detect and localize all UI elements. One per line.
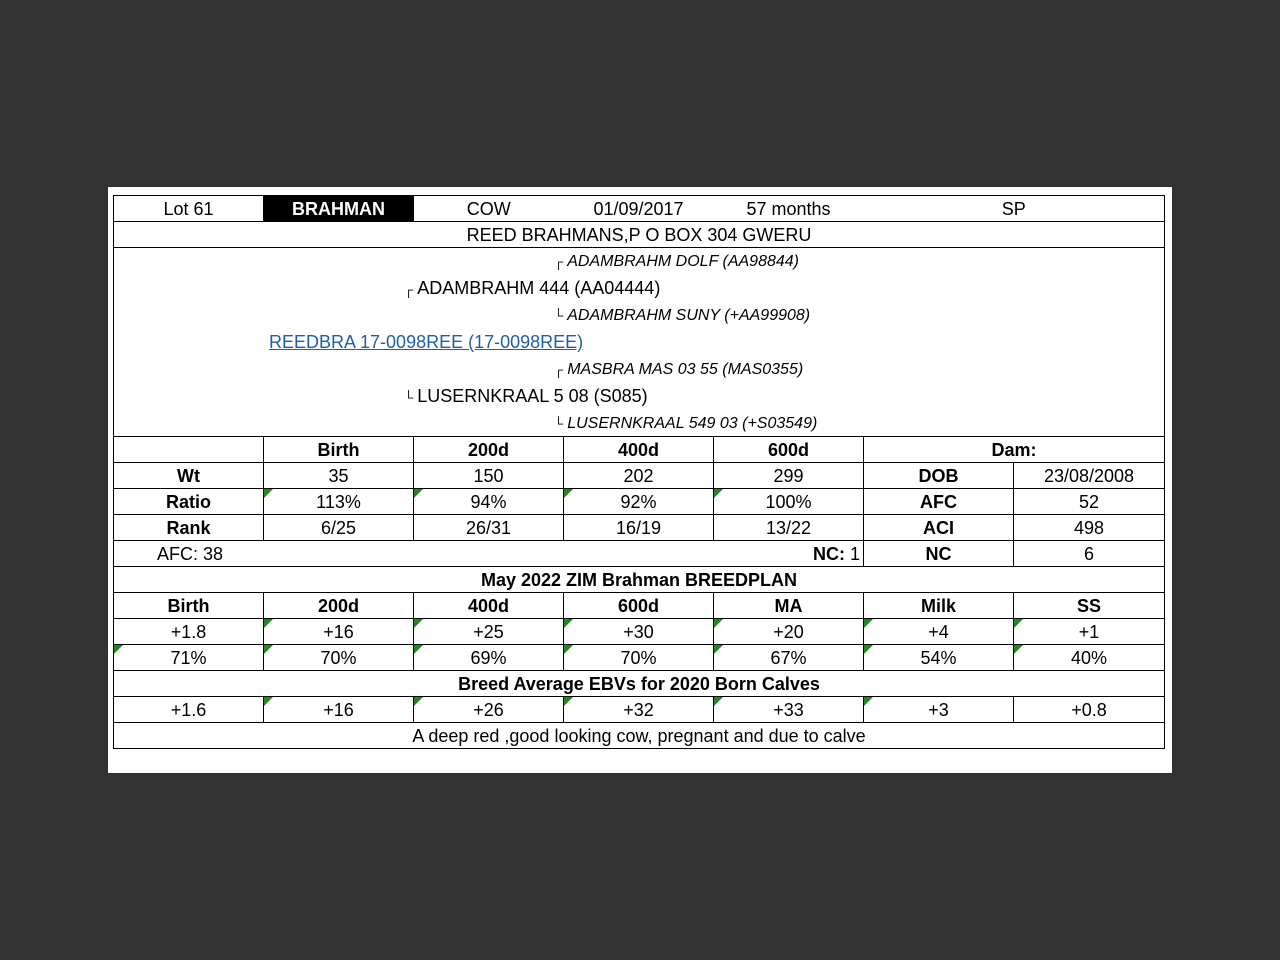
ebv-header-milk: Milk xyxy=(864,593,1014,619)
perf-value: 299 xyxy=(714,463,864,489)
animal xyxy=(269,330,583,354)
dam-value: 52 xyxy=(1014,489,1165,515)
perf-value: 150 xyxy=(414,463,564,489)
perf-value: 26/31 xyxy=(414,515,564,541)
accuracy-value: 70% xyxy=(264,645,414,671)
perf-value: 94% xyxy=(414,489,564,515)
lot-table xyxy=(113,195,1165,749)
average-value: +32 xyxy=(564,697,714,723)
ebv-value: +30 xyxy=(564,619,714,645)
row-label: Ratio xyxy=(114,489,264,515)
ebv-value: +20 xyxy=(714,619,864,645)
sire-name: ADAMBRAHM 444 (AA04444) xyxy=(417,278,661,298)
ebv-header-200d: 200d xyxy=(264,593,414,619)
perf-header-600d: 600d xyxy=(714,437,864,463)
comment-row xyxy=(114,723,1165,749)
ebv-value: +1 xyxy=(1014,619,1165,645)
ebv-value: +4 xyxy=(864,619,1014,645)
dam xyxy=(404,384,648,410)
ebv-header-birth: Birth xyxy=(114,593,264,619)
sire xyxy=(404,276,660,302)
sire-sire-name: ADAMBRAHM DOLF (AA98844) xyxy=(567,253,799,270)
perf-value: 13/22 xyxy=(714,515,864,541)
perf-value: 35 xyxy=(264,463,414,489)
afc-nc-cell xyxy=(114,541,864,567)
accuracy-value: 40% xyxy=(1014,645,1165,671)
perf-value: 100% xyxy=(714,489,864,515)
bracket-icon: ┌ xyxy=(404,282,414,297)
performance-header-row xyxy=(114,437,1165,463)
sex-label: COW xyxy=(414,196,564,222)
afc-nc-row xyxy=(114,541,1165,567)
class-label: SP xyxy=(864,196,1165,222)
animal-link[interactable]: REEDBRA 17-0098REE (17-0098REE) xyxy=(269,332,584,352)
dam-key: ACI xyxy=(864,515,1014,541)
dam-dam-name: LUSERNKRAAL 549 03 (+S03549) xyxy=(567,415,818,432)
breedplan-title-row xyxy=(114,567,1165,593)
ebv-header-400d: 400d xyxy=(414,593,564,619)
breed-label: BRAHMAN xyxy=(264,196,414,222)
nc-value: 1 xyxy=(849,543,860,564)
dam-key: DOB xyxy=(864,463,1014,489)
header-row xyxy=(114,196,1165,222)
bracket-icon: └ xyxy=(554,416,564,431)
accuracy-value: 54% xyxy=(864,645,1014,671)
breed-average-title: Breed Average EBVs for 2020 Born Calves xyxy=(114,671,1165,697)
average-value: +3 xyxy=(864,697,1014,723)
dam-key: NC xyxy=(864,541,1014,567)
age-label: 57 months xyxy=(714,196,864,222)
average-value: +16 xyxy=(264,697,414,723)
bracket-icon: └ xyxy=(404,390,414,405)
breeder-address: REED BRAHMANS,P O BOX 304 GWERU xyxy=(114,222,1165,248)
average-value: +26 xyxy=(414,697,564,723)
average-value: +0.8 xyxy=(1014,697,1165,723)
dam-value: 23/08/2008 xyxy=(1014,463,1165,489)
perf-value: 113% xyxy=(264,489,414,515)
performance-row xyxy=(114,515,1165,541)
accuracy-value: 67% xyxy=(714,645,864,671)
ebv-row xyxy=(114,619,1165,645)
perf-value: 92% xyxy=(564,489,714,515)
accuracy-row xyxy=(114,645,1165,671)
breed-average-row xyxy=(114,697,1165,723)
afc-label: AFC: 38 xyxy=(157,543,224,564)
ebv-header-ss: SS xyxy=(1014,593,1165,619)
dam-name: LUSERNKRAAL 5 08 (S085) xyxy=(417,386,648,406)
pedigree-row xyxy=(114,248,1165,437)
perf-header-200d: 200d xyxy=(414,437,564,463)
row-label: Wt xyxy=(114,463,264,489)
breedplan-title: May 2022 ZIM Brahman BREEDPLAN xyxy=(114,567,1165,593)
nc-group xyxy=(813,542,860,566)
sire-dam xyxy=(554,304,810,328)
lot-comment: A deep red ,good looking cow, pregnant and due to calve xyxy=(114,723,1165,749)
accuracy-value: 70% xyxy=(564,645,714,671)
perf-value: 6/25 xyxy=(264,515,414,541)
bracket-icon: ┌ xyxy=(554,362,564,377)
average-value: +1.6 xyxy=(114,697,264,723)
dam-sire xyxy=(554,358,803,382)
perf-header-400d: 400d xyxy=(564,437,714,463)
catalogue-sheet xyxy=(108,187,1172,773)
perf-value: 16/19 xyxy=(564,515,714,541)
sire-dam-name: ADAMBRAHM SUNY (+AA99908) xyxy=(567,307,811,324)
perf-value: 202 xyxy=(564,463,714,489)
accuracy-value: 71% xyxy=(114,645,264,671)
ebv-value: +16 xyxy=(264,619,414,645)
ebv-header-ma: MA xyxy=(714,593,864,619)
dam-value: 498 xyxy=(1014,515,1165,541)
nc-label: NC: xyxy=(812,543,845,564)
ebv-header-600d: 600d xyxy=(564,593,714,619)
row-label: Rank xyxy=(114,515,264,541)
bracket-icon: ┌ xyxy=(554,254,564,269)
performance-row xyxy=(114,489,1165,515)
dam-dam xyxy=(554,412,817,436)
ebv-value: +25 xyxy=(414,619,564,645)
breedplan-header-row xyxy=(114,593,1165,619)
breeder-row xyxy=(114,222,1165,248)
birth-date: 01/09/2017 xyxy=(564,196,714,222)
lot-number: Lot 61 xyxy=(114,196,264,222)
ebv-value: +1.8 xyxy=(114,619,264,645)
dam-sire-name: MASBRA MAS 03 55 (MAS0355) xyxy=(567,361,804,378)
bracket-icon: └ xyxy=(554,308,564,323)
pedigree-tree xyxy=(117,248,1161,436)
empty-cell xyxy=(114,437,264,463)
breed-average-title-row xyxy=(114,671,1165,697)
pedigree-cell xyxy=(114,248,1165,437)
perf-header-birth: Birth xyxy=(264,437,414,463)
performance-row xyxy=(114,463,1165,489)
accuracy-value: 69% xyxy=(414,645,564,671)
dam-key: AFC xyxy=(864,489,1014,515)
dam-header: Dam: xyxy=(864,437,1165,463)
average-value: +33 xyxy=(714,697,864,723)
sire-sire xyxy=(554,250,799,274)
dam-value: 6 xyxy=(1014,541,1165,567)
